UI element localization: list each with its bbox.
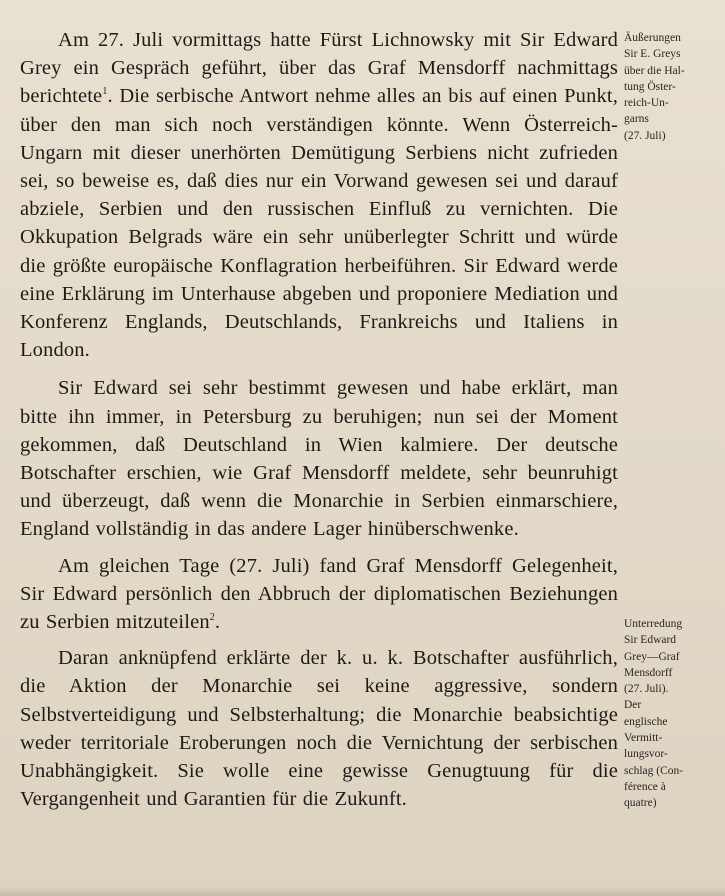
paragraph-3-text: Am gleichen Tage (27. Juli) fand Graf Mensdorff Gelegenheit, Sir Edward persönlich den Abbruch der diplomatischen Beziehungen zu Serbien mitzuteilen: [20, 554, 618, 634]
margin-note-grey-statements: Äußerungen Sir E. Greys über die Hal- tung Öster- reich-Un- garns (27. Juli): [624, 32, 685, 142]
paragraph-1-text: Am 27. Juli vormittags hatte Fürst Lichnowsky mit Sir Edward Grey ein Gespräch geführt, über das Graf Mensdorff nachmittags berichtete: [20, 29, 618, 108]
paragraph-4-text: Daran anknüpfend erklärte der k. u. k. Botschafter ausführlich, die Aktion der Monarchie sei keine aggressive, sondern Selbstverteidigung und Selbsterhaltung; die Monarchie beabsichtige weder territoriale Eroberungen noch die Vernichtung der serbischen Unabhängigkeit. Sie wolle eine gewisse Genugtuung für die Vergangenheit und Garantien für die Zukunft.: [20, 647, 618, 811]
footnote-marker-1: 1: [102, 86, 108, 98]
paragraph-2-text: Sir Edward sei sehr bestimmt gewesen und habe erklärt, man bitte ihn immer, in Petersburg zu beruhigen; nun sei der Moment gekommen, daß Deutschland in Wien kalmiere. Der deutsche Botschafter erschien, wie Graf Mensdorff meldete, sehr beunruhigt und überzeugt, daß wenn die Monarchie in Serbien einmarschiere, England vollständig in das andere Lager hinüberschwenke.: [20, 377, 618, 541]
paragraph-1-text-cont: . Die serbische Antwort nehme alles an bis auf einen Punkt, über den man sich noch verständigen könnte. Wenn Österreich-Ungarn mit dieser unerhörten Demütigung Serbiens nicht zufrieden sei, so beweise es, daß dies nur ein Vorwand gewesen sei und darauf abziele, Serbien und den russischen Einfluß zu vernichten. Die Okkupation Belgrads wäre ein sehr unüberlegter Schritt und würde die größte europäische Konflagration herbeiführen. Sir Edward werde eine Erklärung im Unterhause abgeben und proponiere Mediation und Konferenz Englands, Deutschlands, Frankreichs und Italiens in London.: [20, 85, 618, 362]
margin-note-mediation-proposal: Unterredung Sir Edward Grey—Graf Mensdorff (27. Juli). Der englische Vermitt- lungsvor- schlag (Con- férence à quatre): [624, 618, 684, 810]
paragraph-1: [20, 26, 618, 364]
footnote-marker-2: 2: [209, 612, 215, 624]
main-text-column: [20, 26, 618, 821]
page-edge-shadow: [0, 886, 725, 896]
paragraph-2: [20, 374, 618, 543]
paragraph-3: [20, 552, 618, 637]
paragraph-3-text-cont: .: [214, 611, 221, 634]
paragraph-4: [20, 644, 618, 813]
